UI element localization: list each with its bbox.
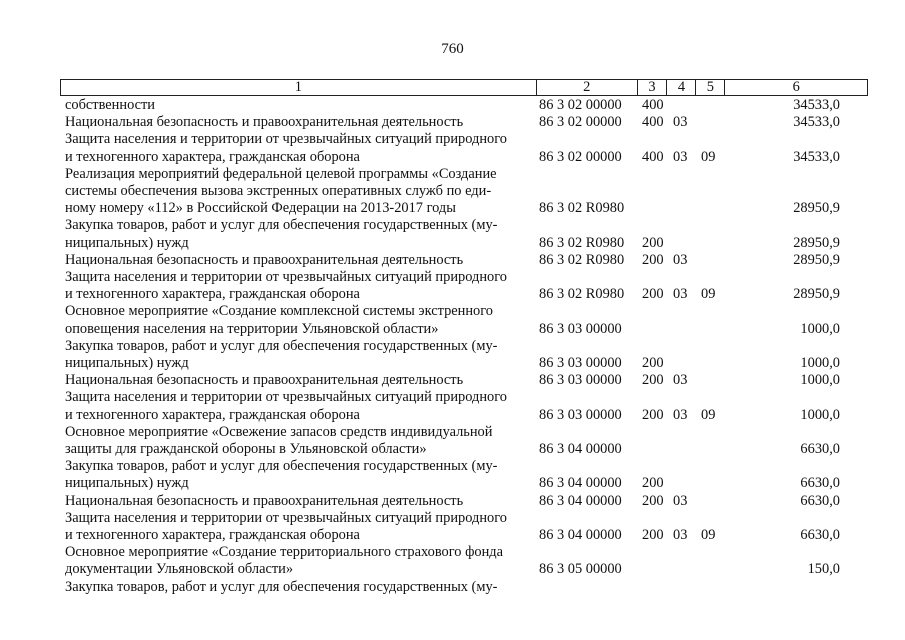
header-col-2: 2	[537, 80, 638, 95]
row-amount: 150,0	[807, 561, 840, 578]
row-code: 86 3 02 R0980	[539, 286, 625, 303]
table-row	[60, 338, 868, 372]
description-line: и техногенного характера, гражданская оборона	[65, 406, 360, 423]
row-description	[60, 97, 537, 114]
table-row	[60, 114, 868, 131]
row-col-5: 09	[701, 286, 716, 303]
description-line: оповещения населения на территории Ульяновской области»	[65, 320, 439, 337]
description-line: Национальная безопасность и правоохранительная деятельность	[65, 492, 464, 509]
table-row	[60, 131, 868, 165]
description-line: документации Ульяновской области»	[65, 561, 294, 578]
table-row	[60, 493, 868, 510]
page-number: 760	[441, 41, 464, 57]
header-col-4: 4	[667, 80, 696, 95]
row-amount: 28950,9	[793, 251, 840, 268]
table-row	[60, 252, 868, 269]
row-description	[60, 372, 537, 389]
description-line: Основное мероприятие «Создание территориального страхового фонда	[65, 544, 503, 561]
description-line: защиты для гражданской обороны в Ульяновской области»	[65, 441, 427, 458]
row-code: 86 3 04 00000	[539, 441, 622, 458]
table-row	[60, 458, 868, 492]
row-description	[60, 424, 537, 458]
row-col-3: 200	[642, 527, 664, 544]
description-line: ному номеру «112» в Российской Федерации на 2013-2017 годы	[65, 200, 456, 217]
row-col-4: 03	[673, 251, 688, 268]
description-line: системы обеспечения вызова экстренных оперативных служб по еди-	[65, 183, 492, 200]
row-col-5: 09	[701, 148, 716, 165]
row-col-4: 03	[673, 406, 688, 423]
row-amount: 28950,9	[793, 234, 840, 251]
description-line: и техногенного характера, гражданская оборона	[65, 148, 360, 165]
table-row	[60, 269, 868, 303]
header-col-1: 1	[61, 80, 537, 95]
row-description	[60, 338, 537, 372]
row-code: 86 3 02 00000	[539, 97, 622, 113]
description-line: Закупка товаров, работ и услуг для обеспечения государственных (му-	[65, 217, 498, 234]
table-row	[60, 579, 868, 596]
row-amount: 6630,0	[800, 475, 840, 492]
row-code: 86 3 02 00000	[539, 114, 622, 131]
row-amount: 34533,0	[793, 114, 840, 131]
row-description	[60, 493, 537, 510]
row-amount: 1000,0	[800, 320, 840, 337]
table-row	[60, 372, 868, 389]
description-line: и техногенного характера, гражданская оборона	[65, 527, 360, 544]
description-line: ниципальных) нужд	[65, 355, 189, 372]
description-line: Национальная безопасность и правоохранительная деятельность	[65, 114, 464, 131]
row-amount: 1000,0	[800, 372, 840, 389]
description-line: ниципальных) нужд	[65, 475, 189, 492]
description-line: Защита населения и территории от чрезвычайных ситуаций природного	[65, 509, 507, 526]
table-row	[60, 303, 868, 337]
row-col-3: 200	[642, 355, 664, 372]
row-description	[60, 166, 537, 218]
row-col-3: 400	[642, 97, 664, 113]
row-code: 86 3 04 00000	[539, 527, 622, 544]
row-code: 86 3 03 00000	[539, 372, 622, 389]
row-amount: 28950,9	[793, 286, 840, 303]
row-col-3: 200	[642, 234, 664, 251]
description-line: Защита населения и территории от чрезвычайных ситуаций природного	[65, 389, 507, 406]
row-amount: 6630,0	[800, 527, 840, 544]
description-line: Национальная безопасность и правоохранительная деятельность	[65, 251, 464, 268]
row-col-3: 200	[642, 372, 664, 389]
row-description	[60, 579, 537, 596]
row-description	[60, 389, 537, 423]
row-col-4: 03	[673, 114, 688, 131]
description-line: ниципальных) нужд	[65, 234, 189, 251]
description-line: Защита населения и территории от чрезвычайных ситуаций природного	[65, 269, 507, 286]
table-body	[60, 96, 868, 596]
table-header	[60, 79, 868, 96]
description-line: Защита населения и территории от чрезвычайных ситуаций природного	[65, 131, 507, 148]
row-col-3: 200	[642, 492, 664, 509]
row-code: 86 3 02 R0980	[539, 251, 625, 268]
description-line: Закупка товаров, работ и услуг для обеспечения государственных (му-	[65, 337, 498, 354]
table-row	[60, 217, 868, 251]
description-line: Основное мероприятие «Освежение запасов средств индивидуальной	[65, 423, 493, 440]
row-col-3: 400	[642, 114, 664, 131]
header-col-6: 6	[792, 79, 800, 95]
description-line: и техногенного характера, гражданская оборона	[65, 286, 360, 303]
row-amount: 1000,0	[800, 406, 840, 423]
row-description	[60, 252, 537, 269]
description-line: Основное мероприятие «Создание комплексной системы экстренного	[65, 303, 493, 320]
row-col-4: 03	[673, 492, 688, 509]
budget-table	[60, 79, 868, 596]
row-description	[60, 131, 537, 165]
row-description	[60, 544, 537, 578]
table-row	[60, 97, 868, 114]
row-code: 86 3 02 00000	[539, 148, 622, 165]
row-amount: 1000,0	[800, 355, 840, 372]
row-code: 86 3 03 00000	[539, 355, 622, 372]
row-col-4: 03	[673, 527, 688, 544]
row-description	[60, 269, 537, 303]
row-amount: 6630,0	[800, 441, 840, 458]
row-description	[60, 458, 537, 492]
table-row	[60, 166, 868, 218]
row-col-4: 03	[673, 372, 688, 389]
row-code: 86 3 03 00000	[539, 320, 622, 337]
row-amount: 34533,0	[793, 97, 840, 113]
table-row	[60, 544, 868, 578]
row-code: 86 3 02 R0980	[539, 200, 625, 217]
description-line: собственности	[65, 97, 156, 113]
table-row	[60, 389, 868, 423]
row-col-3: 200	[642, 251, 664, 268]
row-col-5: 09	[701, 406, 716, 423]
row-description	[60, 114, 537, 131]
row-code: 86 3 02 R0980	[539, 234, 625, 251]
row-col-3: 200	[642, 406, 664, 423]
description-line: Закупка товаров, работ и услуг для обеспечения государственных (му-	[65, 458, 498, 475]
description-line: Закупка товаров, работ и услуг для обеспечения государственных (му-	[65, 578, 498, 595]
row-col-4: 03	[673, 148, 688, 165]
header-col-3: 3	[638, 80, 668, 95]
row-col-3: 200	[642, 475, 664, 492]
row-amount: 6630,0	[800, 492, 840, 509]
row-description	[60, 217, 537, 251]
row-description	[60, 303, 537, 337]
table-row	[60, 424, 868, 458]
row-amount: 34533,0	[793, 148, 840, 165]
row-col-3: 200	[642, 286, 664, 303]
header-col-5: 5	[696, 80, 725, 95]
row-code: 86 3 04 00000	[539, 475, 622, 492]
row-description	[60, 510, 537, 544]
row-col-5: 09	[701, 527, 716, 544]
row-amount: 28950,9	[793, 200, 840, 217]
row-code: 86 3 03 00000	[539, 406, 622, 423]
description-line: Национальная безопасность и правоохранительная деятельность	[65, 372, 464, 389]
description-line: Реализация мероприятий федеральной целевой программы «Создание	[65, 165, 497, 182]
table-row	[60, 510, 868, 544]
row-code: 86 3 04 00000	[539, 492, 622, 509]
row-col-4: 03	[673, 286, 688, 303]
row-code: 86 3 05 00000	[539, 561, 622, 578]
row-col-3: 400	[642, 148, 664, 165]
